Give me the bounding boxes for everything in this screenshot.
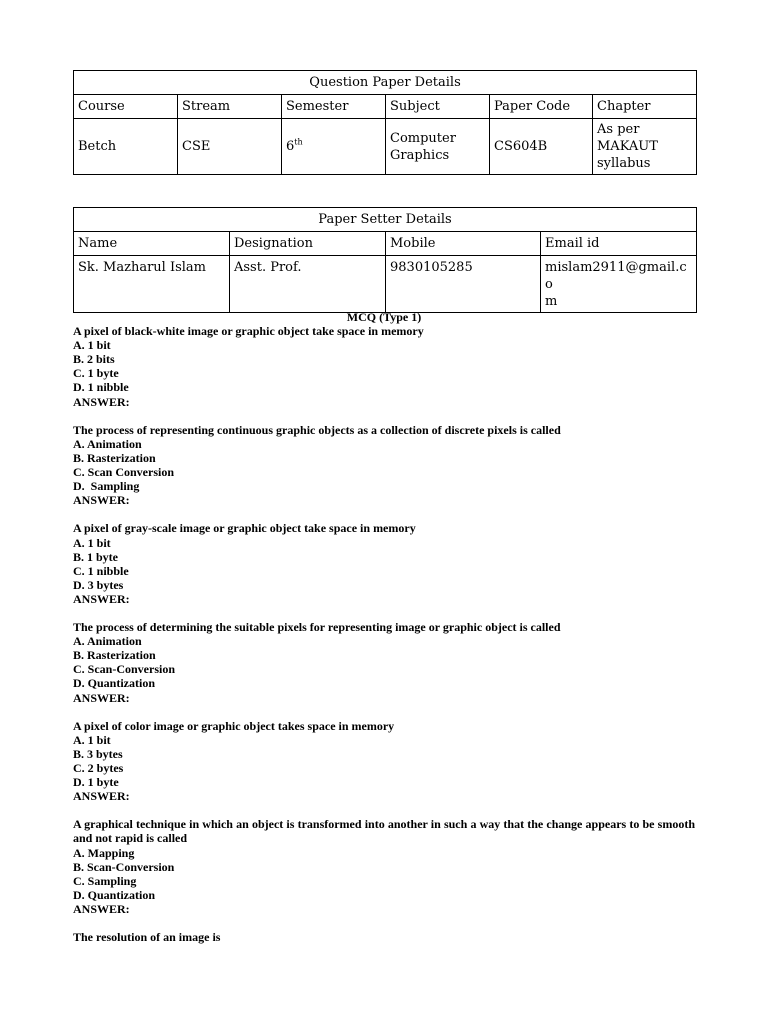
question-block xyxy=(73,620,695,705)
option-a: A. Mapping xyxy=(73,845,135,860)
chapter-line: syllabus xyxy=(597,156,651,171)
mcq-heading: MCQ (Type 1) xyxy=(346,310,422,324)
chapter-value xyxy=(593,119,697,175)
question-block xyxy=(73,423,695,508)
email-value xyxy=(541,256,697,313)
question-text: A graphical technique in which an object is transformed into another in such a way that the change appears to be smooth and not rapid is called xyxy=(73,817,695,846)
subject-line: Computer xyxy=(390,130,456,146)
stream-value: CSE xyxy=(178,119,282,175)
question-text: The process of representing continuous graphic objects as a collection of discrete pixels is called xyxy=(73,422,561,437)
chapter-line: MAKAUT xyxy=(597,139,658,154)
question-paper-details-table xyxy=(73,70,697,175)
header-chapter: Chapter xyxy=(593,95,697,119)
answer-label: ANSWER: xyxy=(73,493,130,508)
header-course: Course xyxy=(74,95,178,119)
subject-line: Graphics xyxy=(390,147,450,163)
header-email: Email id xyxy=(541,232,697,256)
option-b: B. 2 bits xyxy=(73,352,115,367)
answer-label: ANSWER: xyxy=(73,789,130,804)
header-designation: Designation xyxy=(230,232,386,256)
course-value: Betch xyxy=(74,119,178,175)
mobile-value: 9830105285 xyxy=(386,256,541,313)
semester-suffix: th xyxy=(294,137,303,147)
paper-code-value: CS604B xyxy=(490,119,593,175)
option-b: B. Rasterization xyxy=(73,648,156,663)
option-a: A. 1 bit xyxy=(73,732,111,747)
option-b: B. Rasterization xyxy=(73,450,156,465)
header-subject: Subject xyxy=(386,95,490,119)
option-d: D. Quantization xyxy=(73,676,156,691)
answer-label: ANSWER: xyxy=(73,591,130,606)
option-c: C. Scan-Conversion xyxy=(73,662,176,677)
subject-value xyxy=(386,119,490,175)
option-b: B. 3 bytes xyxy=(73,746,123,761)
header-stream: Stream xyxy=(178,95,282,119)
answer-label: ANSWER: xyxy=(73,901,130,916)
question-text: A pixel of gray-scale image or graphic object take space in memory xyxy=(73,521,416,536)
option-a: A. 1 bit xyxy=(73,338,111,353)
email-line: m xyxy=(545,294,558,309)
option-b: B. Scan-Conversion xyxy=(73,859,175,874)
question-text: A pixel of black-white image or graphic object take space in memory xyxy=(73,324,424,339)
paper-setter-details-title: Paper Setter Details xyxy=(74,208,697,232)
option-d: D. Quantization xyxy=(73,887,156,902)
designation-value: Asst. Prof. xyxy=(230,256,386,313)
option-c: C. Sampling xyxy=(73,873,137,888)
header-name: Name xyxy=(74,232,230,256)
header-semester: Semester xyxy=(282,95,386,119)
question-block xyxy=(73,324,695,409)
mcq-section xyxy=(73,310,695,958)
answer-label: ANSWER: xyxy=(73,394,130,409)
header-mobile: Mobile xyxy=(386,232,541,256)
header-paper-code: Paper Code xyxy=(490,95,593,119)
name-value: Sk. Mazharul Islam xyxy=(74,256,230,313)
option-c: C. Scan Conversion xyxy=(73,465,175,480)
option-c: C. 1 byte xyxy=(73,366,119,381)
question-block xyxy=(73,521,695,606)
email-line: mislam2911@gmail.co xyxy=(545,260,687,292)
option-b: B. 1 byte xyxy=(73,549,118,564)
question-text: The process of determining the suitable pixels for representing image or graphic object is called xyxy=(73,620,561,635)
option-d: D. 1 byte xyxy=(73,775,119,790)
option-d: D. 3 bytes xyxy=(73,577,124,592)
semester-number: 6 xyxy=(286,139,295,154)
question-block xyxy=(73,930,695,944)
option-c: C. 2 bytes xyxy=(73,761,124,775)
question-text: A pixel of color image or graphic object takes space in memory xyxy=(73,718,395,733)
answer-label: ANSWER: xyxy=(73,690,130,705)
question-paper-details-title: Question Paper Details xyxy=(74,71,697,95)
option-a: A. Animation xyxy=(73,634,142,649)
option-d: D. 1 nibble xyxy=(73,380,129,395)
question-text: The resolution of an image is xyxy=(73,930,221,945)
option-d: D. Sampling xyxy=(73,479,140,494)
chapter-line: As per xyxy=(597,122,640,137)
question-block xyxy=(73,719,695,804)
question-block xyxy=(73,817,695,916)
semester-value xyxy=(282,119,386,175)
option-c: C. 1 nibble xyxy=(73,563,129,578)
option-a: A. Animation xyxy=(73,436,142,451)
option-a: A. 1 bit xyxy=(73,535,111,550)
paper-setter-details-table xyxy=(73,207,697,313)
